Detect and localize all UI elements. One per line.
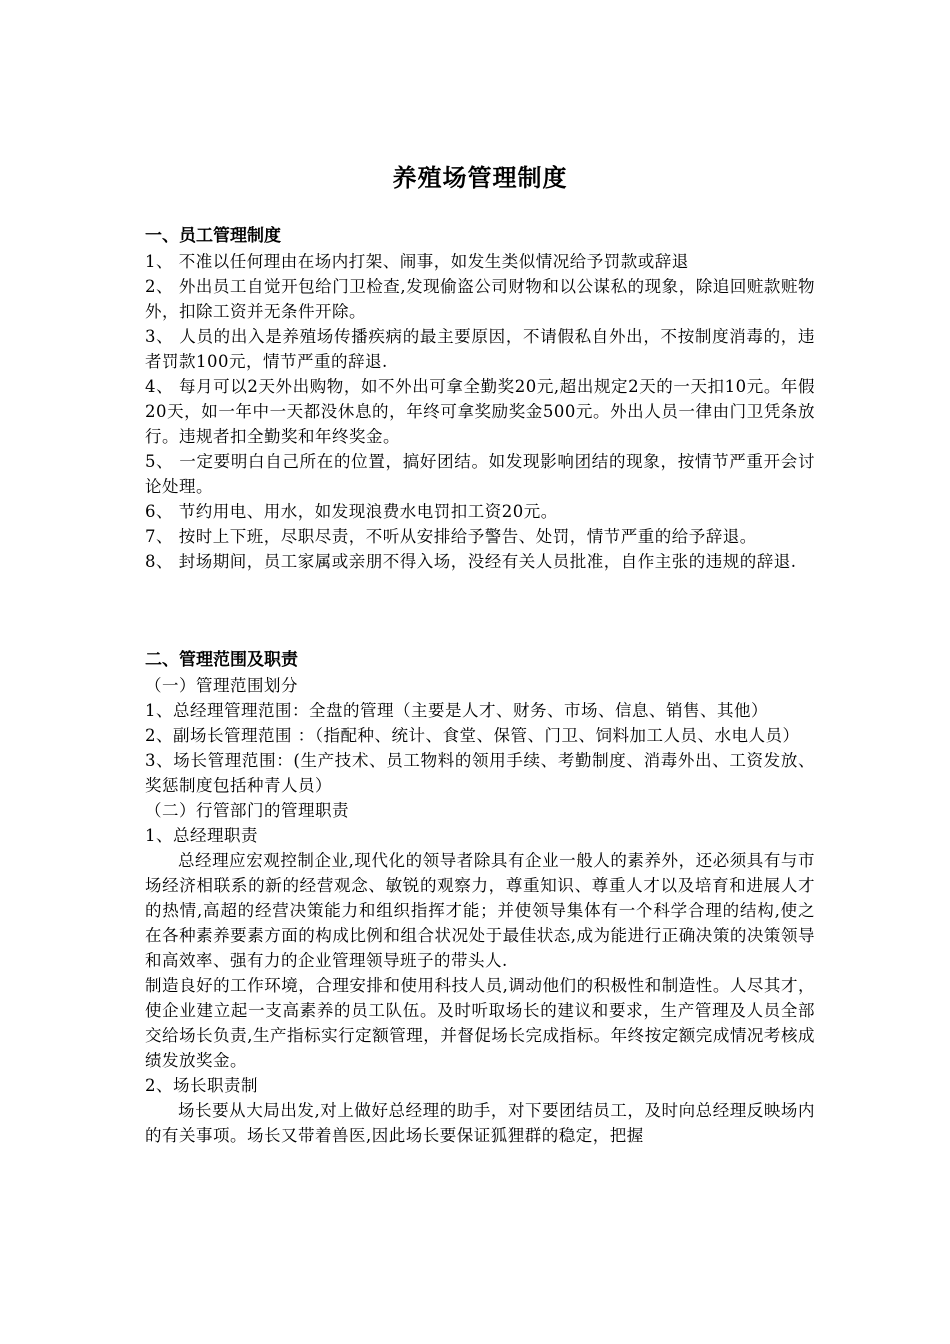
scope-item: 1、总经理管理范围：全盘的管理（主要是人才、财务、市场、信息、销售、其他）: [145, 701, 768, 720]
rule-item: 1、 不准以任何理由在场内打架、闹事，如发生类似情况给予罚款或辞退: [145, 252, 689, 271]
rule-item: 2、 外出员工自觉开包给门卫检查,发现偷盗公司财物和以公谋私的现象，除追回赃款赃物外，扣除工资并无条件开除。: [145, 277, 815, 321]
subsection-heading: （二）行管部门的管理职责: [145, 801, 349, 820]
rule-item: 4、 每月可以2天外出购物，如不外出可拿全勤奖20元,超出规定2天的一天扣10元。年假20天，如一年中一天都没休息的，年终可拿奖励奖金500元。外出人员一律由门卫凭条放行。违规者扣全勤奖和年终奖金。: [145, 377, 815, 446]
rule-item: 5、 一定要明白自己所在的位置，搞好团结。如发现影响团结的现象，按情节严重开会讨论处理。: [145, 452, 815, 496]
duty-paragraph: 制造良好的工作环境，合理安排和使用科技人员,调动他们的积极性和制造性。人尽其才，使企业建立起一支高素养的员工队伍。及时听取场长的建议和要求，生产管理及人员全部交给场长负责,生产指标实行定额管理，并督促场长完成指标。年终按定额完成情况考核成绩发放奖金。: [145, 976, 815, 1070]
document-title: 养殖场管理制度: [392, 163, 568, 192]
rule-item: 7、 按时上下班，尽职尽责，不听从安排给予警告、处罚，情节严重的给予辞退。: [145, 527, 757, 546]
section-heading: 一、员工管理制度: [145, 226, 281, 246]
rule-item: 3、 人员的出入是养殖场传播疾病的最主要原因，不请假私自外出，不按制度消毒的，违者罚款100元，情节严重的辞退.: [145, 327, 815, 371]
duty-paragraph: 总经理应宏观控制企业,现代化的领导者除具有企业一般人的素养外，还必须具有与市场经济相联系的新的经营观念、敏锐的观察力，尊重知识、尊重人才以及培育和进展人才的热情,高超的经营决策能力和组织指挥才能；并使领导集体有一个科学合理的结构,使之在各种素养要素方面的构成比例和组合状况处于最佳状态,成为能进行正确决策的决策领导和高效率、强有力的企业管理领导班子的带头人.: [145, 851, 815, 970]
rule-item: 8、 封场期间，员工家属或亲朋不得入场，没经有关人员批准，自作主张的违规的辞退.: [145, 552, 797, 571]
subsection-heading: （一）管理范围划分: [145, 676, 298, 695]
section-heading: 二、管理范围及职责: [145, 650, 298, 670]
rule-item: 6、 节约用电、用水，如发现浪费水电罚扣工资20元。: [145, 502, 558, 521]
scope-item: 2、副场长管理范围 ：（指配种、统计、食堂、保管、门卫、饲料加工人员、水电人员）: [145, 726, 800, 745]
duty-heading: 1、总经理职责: [145, 826, 258, 845]
duty-heading: 2、场长职责制: [145, 1076, 258, 1095]
section-management-scope: [145, 648, 815, 1148]
section-staff-rules: [145, 224, 815, 574]
scope-item: 3、场长管理范围：(生产技术、员工物料的领用手续、考勤制度、消毒外出、工资发放、奖惩制度包括种青人员）: [145, 751, 815, 795]
duty-paragraph: 场长要从大局出发,对上做好总经理的助手，对下要团结员工，及时向总经理反映场内的有关事项。场长又带着兽医,因此场长要保证狐狸群的稳定，把握: [145, 1101, 815, 1145]
